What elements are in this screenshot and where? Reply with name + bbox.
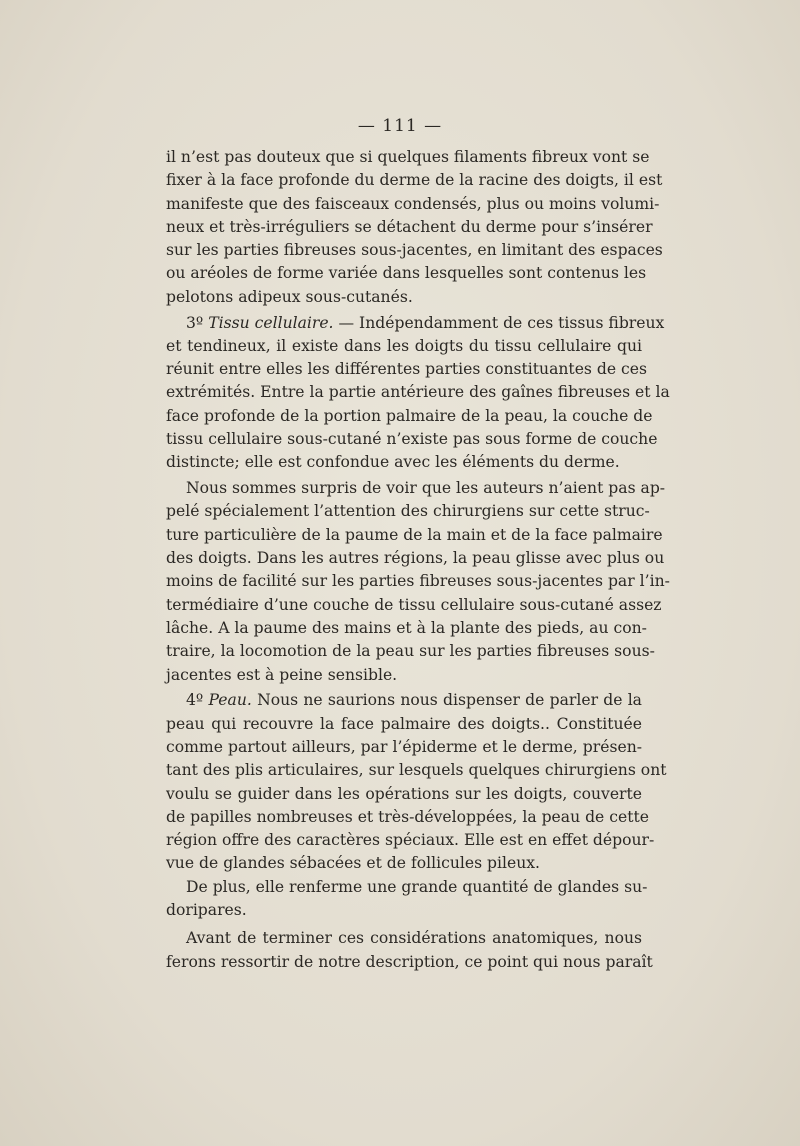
paragraph-peau [166,689,667,875]
text-line: peau qui recouvre la face palmaire des doigts.. Constituée [166,714,642,733]
text-line: termédiaire d’une couche de tissu cellulaire sous-cutané assez [166,595,662,614]
text-line: moins de facilité sur les parties fibreuses sous-jacentes par l’in- [166,572,670,591]
text-line: ou aréoles de forme variée dans lesquelles sont contenus les [166,264,647,283]
text-line: sur les parties fibreuses sous-jacentes, en limitant des espaces [166,241,663,260]
text-span: Nous ne saurions nous dispenser de parler de la [257,691,642,710]
text-line: il n’est pas douteux que si quelques filaments fibreux vont se [166,148,650,166]
text-line: voulu se guider dans les opérations sur les doigts, couverte [166,784,642,803]
section-heading: Peau. [208,691,252,710]
paragraph [166,927,653,974]
text-line [166,312,665,335]
text-line: et tendineux, il existe dans les doigts du tissu cellulaire qui [166,336,642,355]
text-line: doripares. [166,901,247,919]
text-line: ferons ressortir de notre description, ce point qui nous paraît [166,952,653,971]
section-number: 4º [186,691,204,710]
text-line: pelé spécialement l’attention des chirurgiens sur cette struc- [166,502,650,521]
text-line: Avant de terminer ces considérations anatomiques, nous [186,929,642,948]
text-line: pelotons adipeux sous-cutanés. [166,287,413,306]
body-text [166,146,670,974]
text-line: De plus, elle renferme une grande quantité de glandes su- [186,877,648,896]
text-line: Nous sommes surpris de voir que les auteurs n’aient pas ap- [186,479,666,498]
text-line: face profonde de la portion palmaire de la peau, la couche de [166,406,653,425]
text-line: tant des plis articulaires, sur lesquels quelques chirurgiens ont [166,761,667,780]
text-line: réunit entre elles les différentes parties constituantes de ces [166,360,648,379]
text-span: — Indépendamment de ces tissus fibreux [338,313,665,332]
text-line: neux et très-irréguliers se détachent du derme pour s’insérer [166,217,653,236]
page-number: — 111 — [357,116,443,136]
text-line: manifeste que des faisceaux condensés, plus ou moins volumi- [166,194,660,213]
paragraph [166,146,663,309]
text-line: jacentes est à peine sensible. [166,665,398,684]
section-number: 3º [186,313,204,332]
text-line: vue de glandes sébacées et de follicules pileux. [166,854,541,873]
text-line: région offre des caractères spéciaux. Elle est en effet dépour- [166,831,655,850]
text-line: distincte; elle est confondue avec les éléments du derme. [166,453,620,472]
paragraph [166,477,670,687]
text-line: traire, la locomotion de la peau sur les parties fibreuses sous- [166,642,655,661]
text-line: tissu cellulaire sous-cutané n’existe pas sous forme de couche [166,430,658,449]
text-line: lâche. A la paume des mains et à la plante des pieds, au con- [166,618,647,637]
text-line: des doigts. Dans les autres régions, la peau glisse avec plus ou [166,549,665,568]
text-line: extrémités. Entre la partie antérieure des gaînes fibreuses et la [166,383,670,402]
text-line: comme partout ailleurs, par l’épiderme et le derme, présen- [166,737,642,756]
paragraph-tissu-cellulaire [166,312,670,475]
section-heading: Tissu cellulaire. [208,313,334,332]
paragraph [166,876,648,923]
text-line: fixer à la face profonde du derme de la racine des doigts, il est [166,171,663,190]
text-line: de papilles nombreuses et très-développées, la peau de cette [166,807,649,826]
text-line [166,689,642,712]
text-line: ture particulière de la paume de la main et de la face palmaire [166,525,663,544]
